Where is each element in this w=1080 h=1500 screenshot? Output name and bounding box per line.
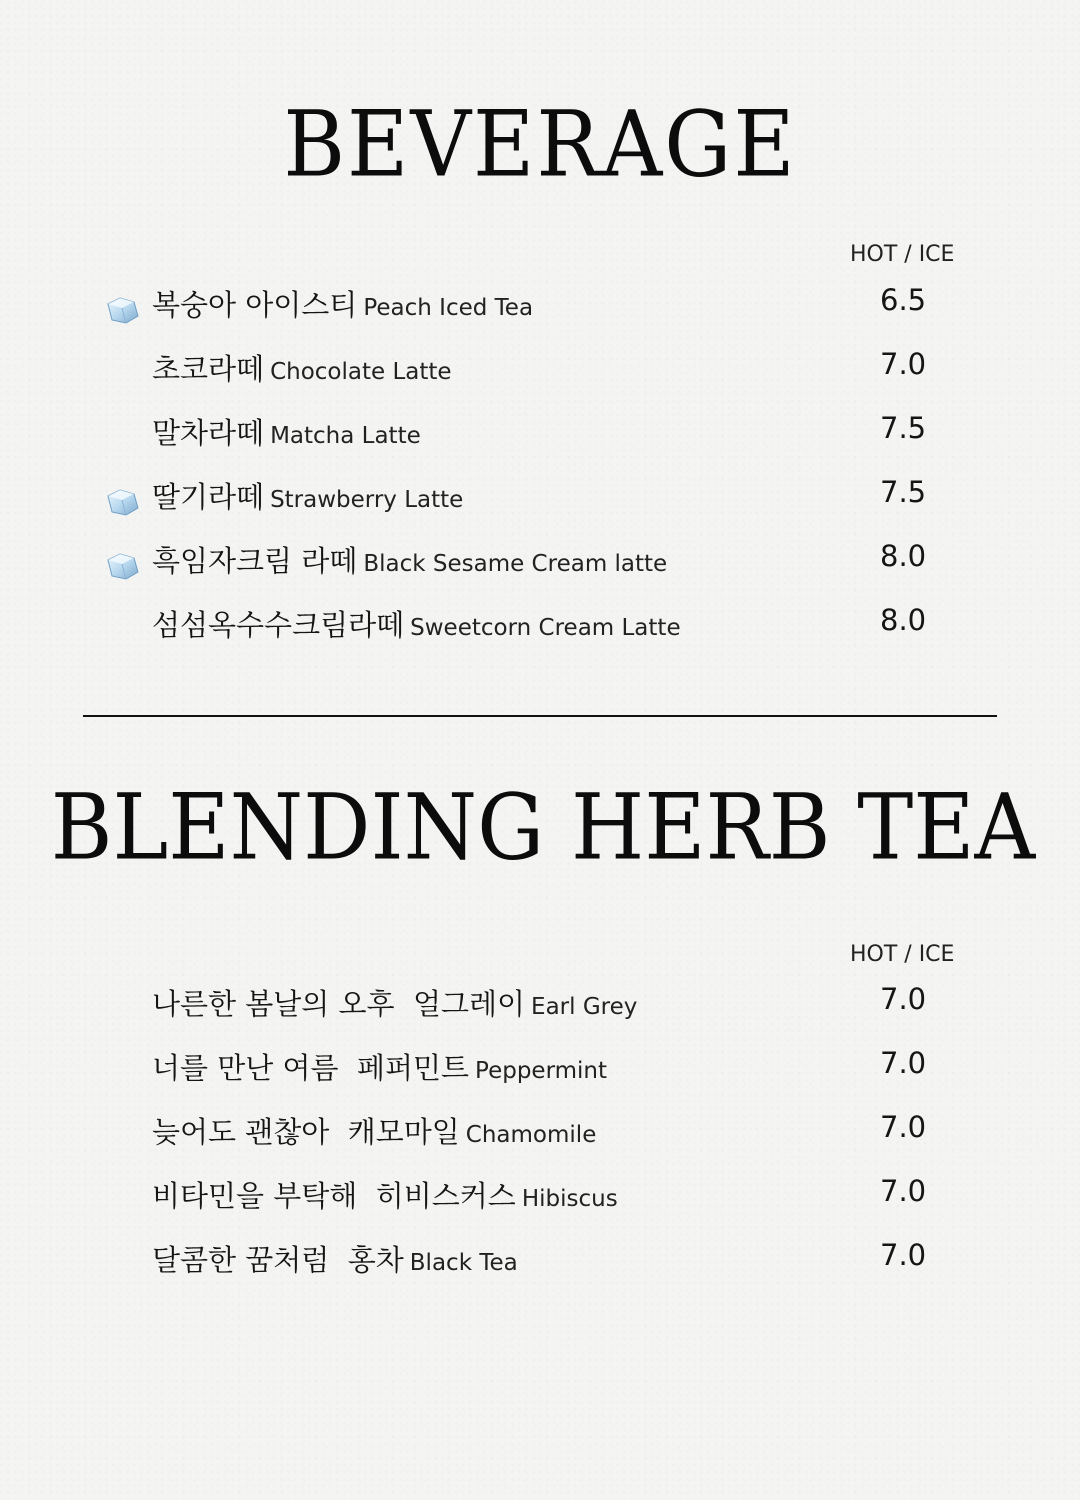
menu-item [152, 1238, 518, 1278]
item-name-en: Strawberry Latte [270, 487, 464, 513]
item-name-ko: 나른한 봄날의 오후 얼그레이 [152, 987, 526, 1021]
item-name-en: Hibiscus [521, 1186, 618, 1212]
item-price: 7.0 [880, 347, 927, 381]
item-price: 8.0 [880, 539, 927, 573]
item-name-en: Matcha Latte [270, 423, 421, 449]
item-price: 7.5 [880, 411, 927, 445]
item-name-en: Black Sesame Cream latte [363, 551, 668, 577]
item-price: 6.5 [880, 283, 927, 317]
menu-item [152, 475, 463, 515]
menu-item [152, 1046, 607, 1086]
item-name-ko: 비타민을 부탁해 히비스커스 [152, 1179, 516, 1213]
item-name-en: Peppermint [475, 1058, 608, 1084]
item-price: 7.0 [880, 1238, 927, 1272]
item-name-ko: 흑임자크림 라떼 [152, 544, 358, 578]
item-name-ko: 섬섬옥수수크림라떼 [152, 608, 405, 642]
item-name-en: Peach Iced Tea [363, 295, 534, 321]
herb-tea-title: BLENDING HERB TEA [50, 774, 1036, 880]
item-name-ko: 너를 만난 여름 페퍼민트 [152, 1051, 470, 1085]
item-price: 7.0 [880, 982, 927, 1016]
herb-tea-column-header: HOT / ICE [850, 942, 955, 967]
item-name-en: Chocolate Latte [270, 359, 452, 385]
menu-item [152, 1110, 596, 1150]
item-name-ko: 말차라떼 [152, 416, 265, 450]
menu-item [152, 411, 421, 451]
section-divider [83, 715, 997, 717]
item-name-en: Black Tea [409, 1250, 518, 1276]
ice-cube-icon [104, 548, 142, 582]
item-price: 7.0 [880, 1174, 927, 1208]
menu-item [152, 1174, 618, 1214]
menu-item [152, 982, 637, 1022]
beverage-title: BEVERAGE [283, 91, 797, 197]
menu-item [152, 347, 452, 387]
item-name-en: Chamomile [465, 1122, 597, 1148]
menu-item [152, 539, 667, 579]
beverage-column-header: HOT / ICE [850, 242, 955, 267]
menu-item [152, 603, 681, 643]
item-price: 8.0 [880, 603, 927, 637]
item-price: 7.0 [880, 1046, 927, 1080]
item-name-ko: 복숭아 아이스티 [152, 288, 358, 322]
item-name-ko: 초코라떼 [152, 352, 265, 386]
item-name-ko: 늦어도 괜찮아 캐모마일 [152, 1115, 460, 1149]
item-name-en: Sweetcorn Cream Latte [410, 615, 681, 641]
menu-item [152, 283, 533, 323]
item-name-ko: 딸기라떼 [152, 480, 265, 514]
item-price: 7.0 [880, 1110, 927, 1144]
item-name-ko: 달콤한 꿈처럼 홍차 [152, 1243, 404, 1277]
ice-cube-icon [104, 484, 142, 518]
item-price: 7.5 [880, 475, 927, 509]
item-name-en: Earl Grey [531, 994, 638, 1020]
ice-cube-icon [104, 292, 142, 326]
